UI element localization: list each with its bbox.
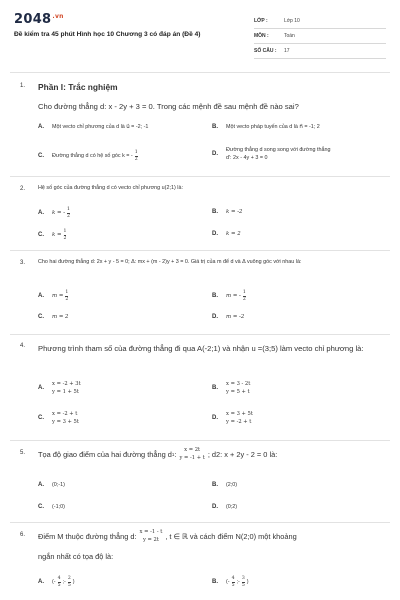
- fraction: $\frac{2}{5}$: [67, 576, 71, 588]
- option-letter: D.: [212, 314, 218, 320]
- question-text: [38, 528, 383, 544]
- option-text: k = 2: [226, 231, 241, 237]
- option-text: k = -: [52, 210, 66, 216]
- meta-row: [254, 44, 386, 59]
- option-d[interactable]: [212, 314, 244, 320]
- option-letter: A.: [38, 124, 44, 130]
- option-letter: D.: [212, 504, 218, 510]
- option-text: (0;2): [226, 504, 238, 510]
- option-text: (-: [226, 579, 230, 585]
- question-number: 5.: [20, 450, 26, 456]
- option-text: (2;0): [226, 482, 238, 488]
- fraction: $\frac{1}{2}$: [67, 207, 70, 219]
- option-letter: A.: [38, 293, 44, 299]
- option-text: m = -2: [226, 314, 245, 320]
- parametric-system: x = -1 - t y = 2t: [139, 529, 163, 543]
- question-text: Cho hai đường thẳng d: 2x + y - 5 = 0; Δ: mx + (m - 2)y + 3 = 0. Giá trị của m để d và Δ vuông góc với nhau là:: [38, 259, 302, 265]
- question-text: Tọa độ giao điểm của hai đường thẳng d 1 : x = 2t y = -1 + t ; d2: x + 2y - 2 = 0 là:: [38, 447, 278, 461]
- option-b[interactable]: B. (- $\frac{4}{5}$ ; - $\frac{3}{5}$ ): [212, 576, 249, 588]
- option-b[interactable]: [212, 209, 242, 215]
- option-letter: B.: [212, 482, 218, 488]
- option-text: (-: [52, 579, 56, 585]
- divider: [10, 72, 390, 73]
- option-d[interactable]: [212, 146, 330, 162]
- fraction: $\frac{1}{2}$: [65, 290, 69, 302]
- question-text-part: ; d2: x + 2y - 2 = 0 là:: [207, 449, 278, 459]
- divider: [10, 250, 390, 251]
- meta-value: 17: [284, 48, 290, 54]
- parametric-system: x = -2 + t y = 3 + 5t: [52, 411, 79, 425]
- option-text: Một vecto pháp tuyến của d là n⃗ = -1; 2: [226, 124, 320, 130]
- question-text: Cho đường thẳng d: x - 2y + 3 = 0. Trong các mệnh đề sau mệnh đề nào sai?: [38, 102, 299, 111]
- option-letter: A.: [38, 482, 44, 488]
- question-text: Hệ số góc của đường thẳng d có vecto chỉ phương u(2;1) là:: [38, 185, 183, 191]
- option-letter: B.: [212, 209, 218, 215]
- option-text: m = 2: [52, 314, 69, 320]
- option-c[interactable]: [38, 314, 69, 320]
- page-title: Đề kiểm tra 45 phút Hình học 10 Chương 3 có đáp án (Đề 4): [14, 31, 201, 38]
- option-text-block: [226, 146, 330, 162]
- option-letter: B.: [212, 124, 218, 130]
- option-a[interactable]: [38, 482, 65, 488]
- question-number: 4.: [20, 343, 26, 349]
- divider: [10, 522, 390, 523]
- parametric-system: x = -2 + 3t y = 1 + 5t: [52, 381, 81, 395]
- divider: [10, 176, 390, 177]
- option-c[interactable]: [38, 410, 79, 426]
- option-text: Đường thẳng d có hệ số góc k = -: [52, 153, 133, 159]
- option-a[interactable]: A. (- $\frac{4}{5}$ ; - $\frac{2}{5}$ ): [38, 576, 75, 588]
- meta-value: Toán: [284, 33, 295, 39]
- option-c[interactable]: [38, 150, 140, 162]
- option-text: m =: [52, 293, 64, 299]
- option-letter: B.: [212, 385, 218, 391]
- fraction: $\frac{4}{5}$: [231, 576, 235, 588]
- option-d[interactable]: [212, 504, 237, 510]
- option-c[interactable]: [38, 504, 65, 510]
- divider: [10, 334, 390, 335]
- meta-table: [254, 14, 386, 59]
- question-number: 2.: [20, 186, 26, 192]
- question-text-part: Điểm M thuộc đường thẳng d:: [38, 531, 137, 541]
- option-letter: A.: [38, 210, 44, 216]
- question-number: 6.: [20, 532, 26, 538]
- question-text-part: , t ∈ ℝ và cách điểm N(2;0) một khoảng: [165, 531, 297, 541]
- option-letter: A.: [38, 579, 44, 585]
- parametric-system: x = 2t y = -1 + t: [179, 447, 205, 461]
- logo-text: 2048: [14, 12, 52, 27]
- option-letter: D.: [212, 415, 218, 421]
- meta-value: Lớp 10: [284, 18, 300, 24]
- fraction: $\frac{3}{5}$: [241, 576, 245, 588]
- option-text: Đường thẳng d song song với đường thẳng: [226, 147, 331, 153]
- meta-key: LỚP :: [254, 18, 268, 24]
- section-title: Phần I: Trắc nghiệm: [38, 82, 118, 92]
- question-text-line2: ngắn nhất có tọa độ là:: [38, 552, 114, 561]
- option-text: k =: [52, 232, 62, 238]
- option-letter: C.: [38, 504, 44, 510]
- parametric-system: x = 3 + 5t y = -2 + t: [226, 411, 253, 425]
- option-a[interactable]: [38, 207, 72, 219]
- option-text: k = -2: [226, 209, 243, 215]
- divider: [10, 440, 390, 441]
- meta-key: SỐ CÂU :: [254, 48, 277, 54]
- option-letter: D.: [212, 151, 218, 157]
- meta-row: [254, 29, 386, 44]
- meta-key: MÔN :: [254, 33, 269, 39]
- option-letter: A.: [38, 385, 44, 391]
- option-text-line2: d': 2x - 4y + 3 = 0: [226, 155, 268, 161]
- option-b[interactable]: [212, 290, 248, 302]
- question-text-part: Tọa độ giao điểm của hai đường thẳng d: [38, 449, 172, 459]
- option-text: (-1;0): [52, 504, 65, 510]
- option-d[interactable]: [212, 410, 253, 426]
- option-b[interactable]: [212, 482, 237, 488]
- option-letter: B.: [212, 579, 218, 585]
- option-a[interactable]: [38, 124, 148, 130]
- option-letter: C.: [38, 232, 44, 238]
- option-letter: D.: [212, 231, 218, 237]
- logo-suffix: .vn: [52, 12, 64, 20]
- option-text: (0;-1): [52, 482, 65, 488]
- option-b[interactable]: [212, 124, 320, 130]
- option-letter: C.: [38, 314, 44, 320]
- option-a[interactable]: [38, 290, 70, 302]
- question-number: 3.: [20, 260, 26, 266]
- option-a[interactable]: [38, 380, 81, 396]
- option-text: m = -: [226, 293, 241, 299]
- subscript: 1: [171, 451, 175, 457]
- fraction: $\frac{1}{2}$: [63, 229, 67, 241]
- option-b[interactable]: [212, 380, 250, 396]
- fraction: $\frac{1}{2}$: [134, 150, 138, 162]
- site-logo[interactable]: [14, 12, 64, 27]
- fraction: $\frac{4}{5}$: [57, 576, 61, 588]
- page-header: [0, 0, 400, 66]
- option-letter: C.: [38, 153, 44, 159]
- question-number: 1.: [20, 83, 26, 89]
- question-text: Phương trình tham số của đường thẳng đi qua A(-2;1) và nhận u =(3;5) làm vecto chỉ phương là:: [38, 344, 364, 353]
- option-letter: B.: [212, 293, 218, 299]
- fraction: $\frac{1}{2}$: [242, 290, 246, 302]
- option-text: Một vecto chỉ phương của d là u⃗ = -2; -1: [52, 124, 149, 130]
- option-d[interactable]: [212, 231, 241, 237]
- meta-row: [254, 14, 386, 29]
- option-letter: C.: [38, 415, 44, 421]
- option-c[interactable]: [38, 229, 68, 241]
- parametric-system: x = 3 - 2t y = 5 + t: [226, 381, 251, 395]
